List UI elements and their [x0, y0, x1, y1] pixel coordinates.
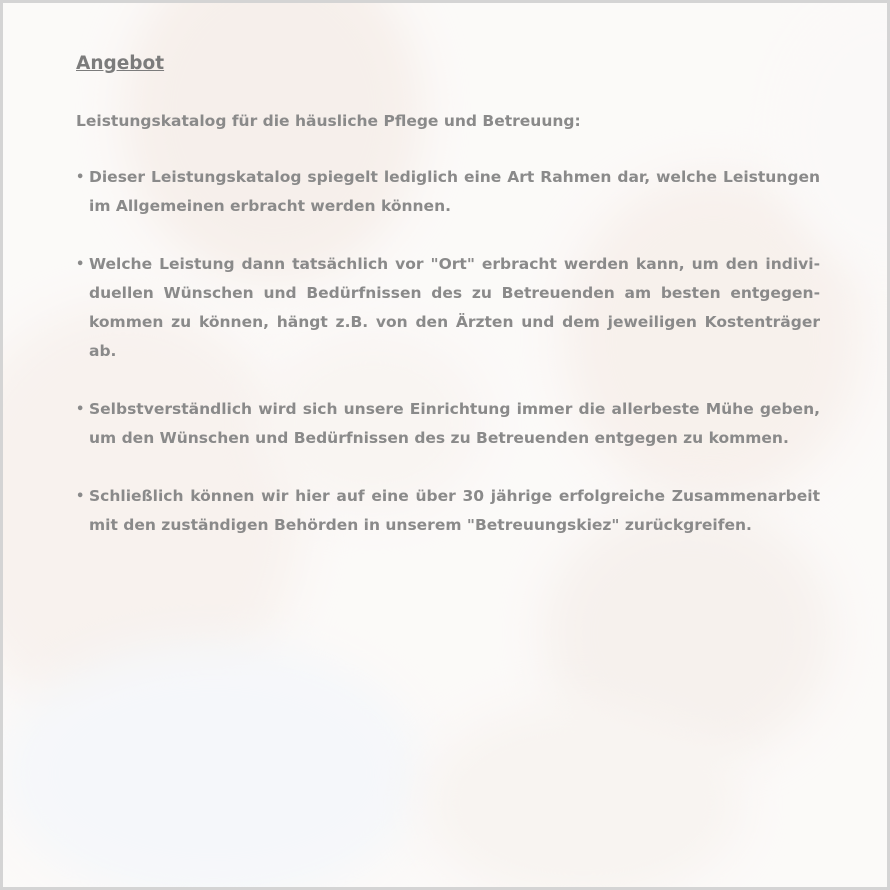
- bullet-icon: •: [76, 402, 85, 417]
- list-item: [76, 163, 820, 221]
- bullet-list: [76, 163, 820, 540]
- list-item: [76, 395, 820, 453]
- list-item-text: Welche Leistung dann tatsächlich vor "Ort" erbracht werden kann, um den individuellen Wünschen und Bedürfnissen des zu Betreuenden am besten entgegenkommen zu können, hängt z.B. von den Ärzten und dem jeweiligen Kostenträger ab.: [89, 255, 820, 360]
- list-item-text: Selbstverständlich wird sich unsere Einrichtung immer die allerbeste Mühe geben, um den Wünschen und Bedürfnissen des zu Betreuenden entgegen zu kommen.: [89, 400, 820, 447]
- bullet-icon: •: [76, 170, 85, 185]
- bullet-icon: •: [76, 489, 85, 504]
- list-item: [76, 250, 820, 366]
- intro-text: Leistungskatalog für die häusliche Pflege und Betreuung:: [76, 112, 581, 130]
- list-item-text: Dieser Leistungskatalog spiegelt lediglich eine Art Rahmen dar, welche Leistungen im Allgemeinen erbracht werden können.: [89, 168, 820, 215]
- page-title: Angebot: [76, 53, 165, 74]
- text-content: [76, 51, 820, 569]
- list-item: [76, 482, 820, 540]
- bullet-icon: •: [76, 257, 85, 272]
- list-item-text: Schließlich können wir hier auf eine über 30 jährige erfolgreiche Zusammenarbeit mit den zuständigen Behörden in unserem "Betreuungskiez" zurückgreifen.: [89, 487, 820, 534]
